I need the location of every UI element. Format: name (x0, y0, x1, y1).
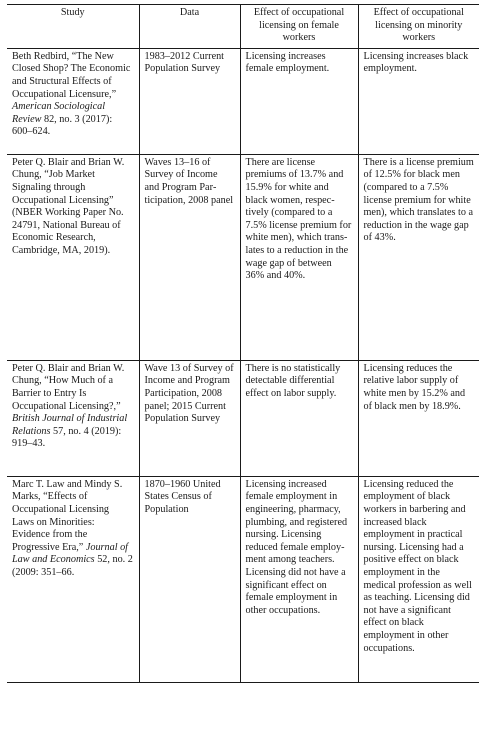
header-minority-effect: Effect of occupational licensing on minority workers (358, 5, 479, 49)
minority-effect-cell: Licensing reduces the relative labor supply of white men by 15.2% and of black men by 18.9%. (358, 360, 479, 476)
study-citation-tail: 57, no. 4 (2019): 919–43. (12, 425, 122, 450)
study-citation: Peter Q. Blair and Brian W. Chung, “How Much of a Barrier to Entry Is Occupational Licensing?,” (12, 362, 125, 412)
study-cell (7, 48, 139, 154)
header-study: Study (7, 5, 139, 49)
header-row (7, 5, 479, 49)
header-data: Data (139, 5, 240, 49)
licensing-studies-table (7, 4, 479, 683)
study-citation: Beth Redbird, “The New Closed Shop? The Economic and Structural Effects of Occupational Licensure,” (12, 50, 131, 100)
journal-title: British Journal of Industrial Relations (12, 413, 128, 437)
female-effect-cell: There are license premiums of 13.7% and 15.9% for white and black women, respectively (compared to a 7.5% license premium for white men), which translates to a reduction in the wage gap of between 36% and 40%. (240, 154, 358, 360)
minority-effect-cell: There is a license premium of 12.5% for black men (compared to a 7.5% license premium for white men), which translates to a reduction in the wage gap of 43%. (358, 154, 479, 360)
header-female-effect: Effect of occupational licensing on female workers (240, 5, 358, 49)
study-citation-tail: 82, no. 3 (2017): 600–624. (12, 113, 113, 138)
data-cell: Waves 13–16 of Survey of Income and Program Participation, 2008 panel (139, 154, 240, 360)
journal-title: American Sociological Review (12, 101, 106, 125)
data-cell: Wave 13 of Survey of Income and Program Participation, 2008 panel; 2015 Current Population Survey (139, 360, 240, 476)
minority-effect-cell: Licensing reduced the employment of black workers in barbering and increased black employment in practical nursing. Licensing had a positive effect on black employment in the medical profession as well as teaching. Licensing did not have a significant effect on black employment in other occupations. (358, 476, 479, 682)
table-row (7, 476, 479, 682)
female-effect-cell: Licensing increased female employment in engineering, pharmacy, plumbing, and registered nursing. Licensing reduced female employment among teachers. Licensing did not have a significant effect on female employment in other occupations. (240, 476, 358, 682)
minority-effect-cell: Licensing increases black employment. (358, 48, 479, 154)
study-citation-tail: 52, no. 2 (2009: 351–66. (12, 554, 133, 578)
female-effect-cell: Licensing increases female employment. (240, 48, 358, 154)
data-cell: 1983–2012 Current Population Survey (139, 48, 240, 154)
data-cell: 1870–1960 United States Census of Population (139, 476, 240, 682)
female-effect-cell: There is no statistically detectable differential effect on labor supply. (240, 360, 358, 476)
study-citation: Marc T. Law and Mindy S. Marks, “Effects of Occupational Licensing Laws on Minorities: Evidence from the Progressive Era,” (12, 478, 123, 553)
study-cell (7, 360, 139, 476)
journal-title: Journal of Law and Economics (12, 541, 129, 566)
study-citation: Peter Q. Blair and Brian W. Chung, “Job Market Signaling through Occupational Licensing” (NBER Working Paper No. 24791, National Bureau of Economic Research, Cambridge, MA, 2019). (12, 156, 125, 256)
table-row (7, 154, 479, 360)
study-cell (7, 476, 139, 682)
table-row (7, 48, 479, 154)
table-row (7, 360, 479, 476)
study-cell (7, 154, 139, 360)
